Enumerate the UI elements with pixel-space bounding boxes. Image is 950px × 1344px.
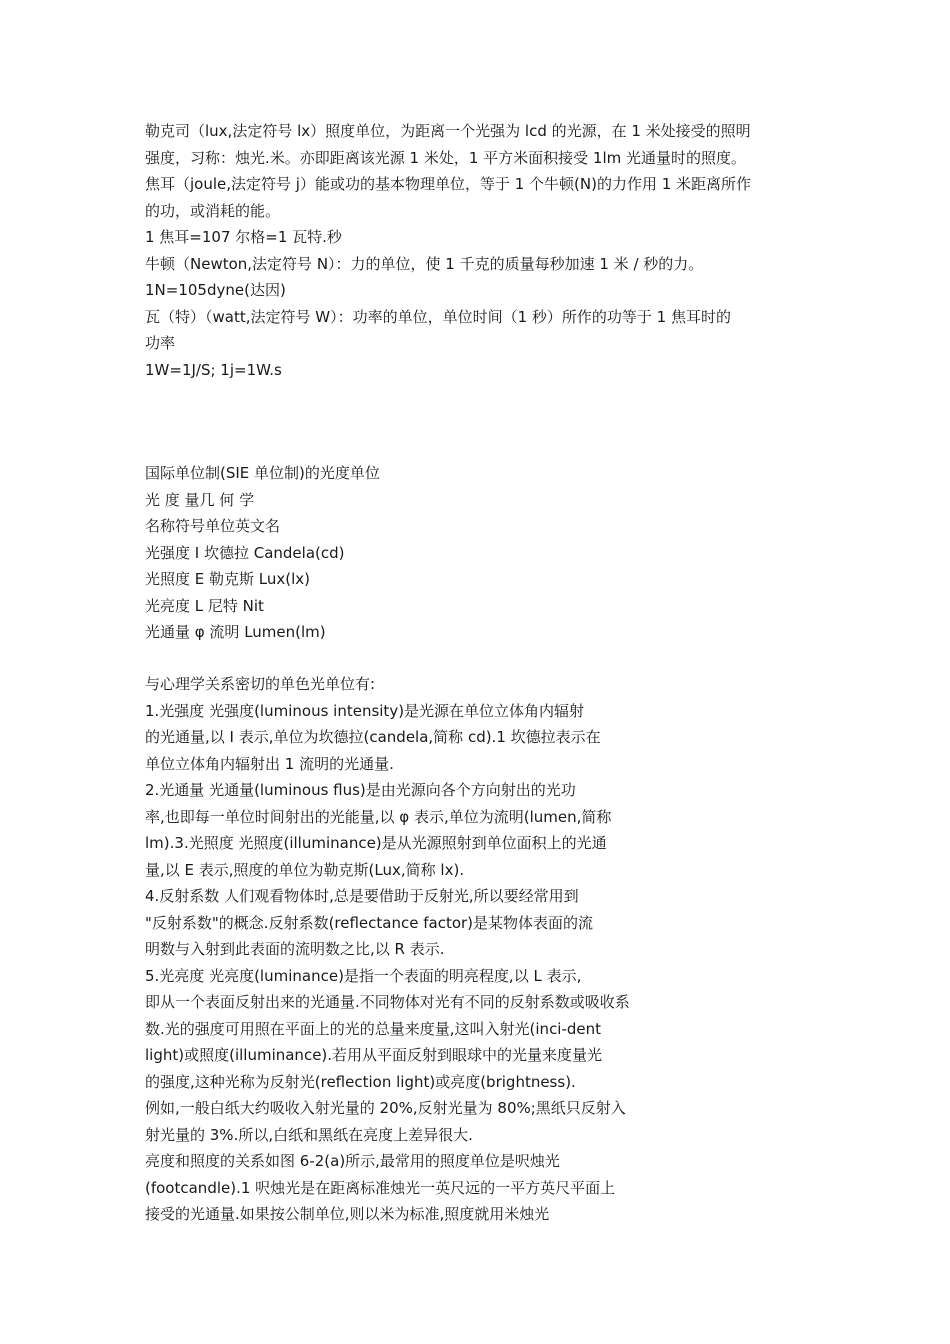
text-line: 功率 [145, 334, 176, 352]
text-line: 的功，或消耗的能。 [145, 201, 281, 220]
text-line: 即从一个表面反射出来的光通量.不同物体对光有不同的反射系数或吸收系 [145, 993, 630, 1011]
section-heading: 与心理学关系密切的单色光单位有: [145, 675, 376, 693]
text-line: 亮度和照度的关系如图 6-2(a)所示,最常用的照度单位是呎烛光 [145, 1152, 560, 1170]
text-line: 名称符号单位英文名 [145, 517, 281, 535]
text-line: 瓦（特）（watt,法定符号 W）：功率的单位，单位时间（1 秒）所作的功等于 1 焦耳时的 [145, 307, 731, 326]
text-line: 2.光通量 光通量(luminous flus)是由光源向各个方向射出的光功 [145, 781, 576, 799]
text-line: (footcandle).1 呎烛光是在距离标准烛光一英尺远的一平方英尺平面上 [145, 1178, 616, 1197]
text-line: 5.光亮度 光亮度(luminance)是指一个表面的明亮程度,以 L 表示, [145, 966, 582, 985]
text-line: light)或照度(illuminance).若用从平面反射到眼球中的光量来度量光 [145, 1046, 603, 1064]
text-line: 光 度 量几 何 学 [145, 490, 255, 509]
text-line: 1 焦耳=107 尔格=1 瓦特.秒 [145, 228, 342, 246]
text-line: 光照度 E 勒克斯 Lux(lx) [145, 570, 311, 588]
text-line: 4.反射系数 人们观看物体时,总是要借助于反射光,所以要经常用到 [145, 887, 579, 905]
section-heading: 国际单位制(SIE 单位制)的光度单位 [145, 464, 380, 482]
text-line: 牛顿（Newton,法定符号 N）：力的单位，使 1 千克的质量每秒加速 1 米 / 秒的力。 [145, 254, 704, 273]
text-line: 焦耳（joule,法定符号 j）能或功的基本物理单位，等于 1 个牛顿(N)的力作用 1 米距离所作 [145, 175, 752, 193]
text-line: 光通量 φ 流明 Lumen(lm) [145, 623, 326, 641]
units-definitions-section [145, 118, 751, 383]
text-line: 强度，习称：烛光.米。亦即距离该光源 1 米处，1 平方米面积接受 1lm 光通量时的照度。 [145, 148, 747, 167]
text-line: 量,以 E 表示,照度的单位为勒克斯(Lux,简称 lx). [145, 860, 465, 879]
text-line: 例如,一般白纸大约吸收入射光量的 20%,反射光量为 80%;黑纸只反射入 [145, 1099, 626, 1117]
text-line: 明数与入射到此表面的流明数之比,以 R 表示. [145, 940, 445, 958]
text-line: 率,也即每一单位时间射出的光能量,以 φ 表示,单位为流明(lumen,简称 [145, 807, 612, 826]
text-line: 光强度 I 坎德拉 Candela(cd) [145, 543, 345, 562]
psychology-light-units-section [145, 671, 630, 1228]
sie-photometric-units-section [145, 460, 380, 646]
text-line: 的强度,这种光称为反射光(reflection light)或亮度(brightness). [145, 1072, 576, 1091]
text-line: 数.光的强度可用照在平面上的光的总量来度量,这叫入射光(inci-dent [145, 1019, 602, 1038]
text-line: 接受的光通量.如果按公制单位,则以米为标准,照度就用米烛光 [145, 1205, 550, 1223]
text-line: 的光通量,以 I 表示,单位为坎德拉(candela,简称 cd).1 坎德拉表示在 [145, 728, 601, 746]
text-line: 单位立体角内辐射出 1 流明的光通量. [145, 754, 394, 773]
text-line: 1.光强度 光强度(luminous intensity)是光源在单位立体角内辐射 [145, 701, 585, 720]
text-line: 1W=1J/S; 1j=1W.s [145, 360, 282, 379]
text-line: 光亮度 L 尼特 Nit [145, 596, 264, 615]
text-line: lm).3.光照度 光照度(illuminance)是从光源照射到单位面积上的光通 [145, 834, 607, 852]
text-line: "反射系数"的概念.反射系数(reflectance factor)是某物体表面的流 [145, 913, 594, 932]
text-line: 射光量的 3%.所以,白纸和黑纸在亮度上差异很大. [145, 1125, 473, 1144]
text-line: 1N=105dyne(达因) [145, 281, 286, 299]
text-line: 勒克司（lux,法定符号 lx）照度单位，为距离一个光强为 lcd 的光源，在 1 米处接受的照明 [145, 122, 751, 140]
